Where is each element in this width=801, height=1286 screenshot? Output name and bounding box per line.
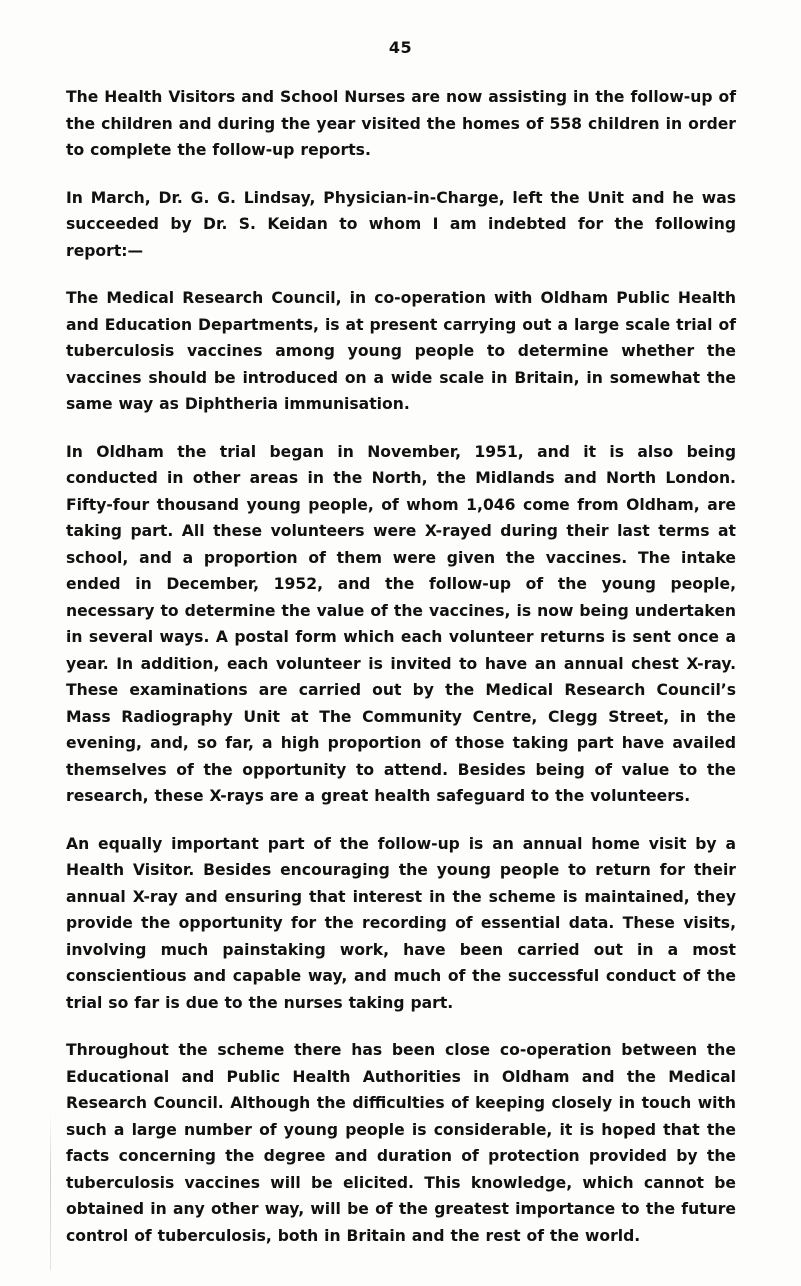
body-text bbox=[66, 84, 736, 1270]
paragraph-follow-up: The Health Visitors and School Nurses are now assisting in the follow-up of the children and during the year visited the homes of 558 children in order to complete the follow-up reports. bbox=[66, 88, 736, 159]
paragraph-report-intro: In March, Dr. G. G. Lindsay, Physician-in-Charge, left the Unit and he was succeeded by Dr. S. Keidan to whom I am indebted for the following report:— bbox=[66, 188, 736, 260]
page-number: 45 bbox=[388, 38, 413, 57]
paragraph-co-operation: Throughout the scheme there has been close co-operation between the Educational and Public Health Authorities in Oldham and the Medical Research Council. Although the difficulties of keeping closely in touch with such a large number of young people is considerable, it is hoped that the facts concerning the degree and duration of protection provided by the tuberculosis vaccines will be elicited. This knowledge, which cannot be obtained in any other way, will be of the greatest importance to the future control of tuberculosis, both in Britain and the rest of the world. bbox=[66, 1041, 736, 1245]
page-edge-shadow bbox=[50, 1110, 51, 1270]
paragraph-oldham-trial: In Oldham the trial began in November, 1951, and it is also being conducted in other areas in the North, the Midlands and North London. Fifty-four thousand young people, of whom 1,046 come from Oldham, are taking part. All these volunteers were X-rayed during their last terms at school, and a proportion of them were given the vaccines. The intake ended in December, 1952, and the follow-up of the young people, necessary to determine the value of the vaccines, is now being undertaken in several ways. A postal form which each volunteer returns is sent once a year. In addition, each volunteer is invited to have an annual chest X-ray. These examinations are carried out by the Medical Research Council’s Mass Radiography Unit at The Community Centre, Clegg Street, in the evening, and, so far, a high proportion of those taking part have availed themselves of the opportunity to attend. Besides being of value to the research, these X-rays are a great health safeguard to the volunteers. bbox=[66, 442, 736, 805]
paragraph-home-visits: An equally important part of the follow-up is an annual home visit by a Health Visitor. Besides encouraging the young people to return for their annual X-ray and ensuring that interest in the scheme is maintained, they provide the opportunity for the recording of essential data. These visits, involving much painstaking work, have been carried out in a most conscientious and capable way, and much of the successful conduct of the trial so far is due to the nurses taking part. bbox=[66, 834, 736, 1012]
paragraph-mrc-trial: The Medical Research Council, in co-operation with Oldham Public Health and Education Departments, is at present carrying out a large scale trial of tuberculosis vaccines among young people to determine whether the vaccines should be introduced on a wide scale in Britain, in somewhat the same way as Diphtheria immunisation. bbox=[66, 289, 736, 413]
